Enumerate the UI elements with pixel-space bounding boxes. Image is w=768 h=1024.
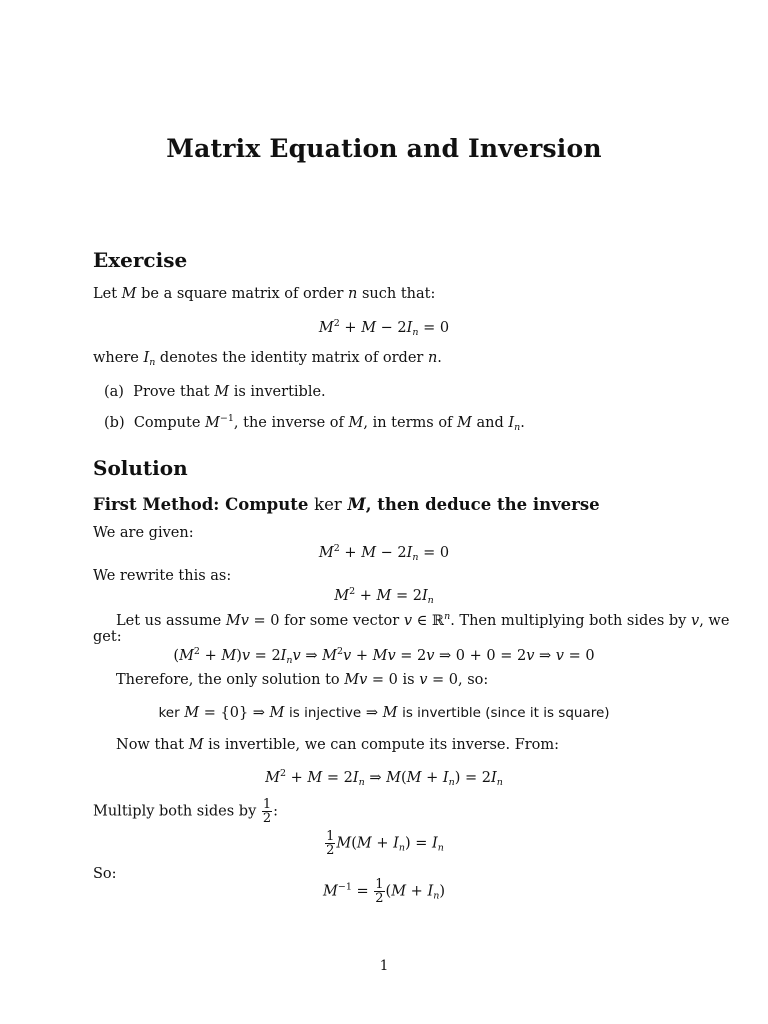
exercise-equation: $M^2 + M - 2I_n = 0$ [318,318,450,338]
assume-text-line2: get: [93,629,122,645]
exercise-item-b: (b) Compute $M^{-1}$, the inverse of M, in terms of M and $I_n$. [104,413,525,433]
rewrite-label: We rewrite this as: [93,568,232,584]
inverse-equation: $M^{-1}$ = $\frac{1}{2}$ $(M + I_n)$ [323,877,445,906]
rewrite-equation: $M^2 + M = 2I_n$ [334,586,434,606]
page-number: 1 [379,958,389,974]
fraction-one-half: $\frac{1}{2}$ [262,797,272,826]
given-label: We are given: [93,525,194,541]
half-equation: $\frac{1}{2}$ $M(M + I_n) = I_n$ [326,829,444,858]
chain-equation: $(M^2 + M)v = 2I_nv$ ⇒ $M^2v + Mv = 2v$ ⇒ 0 + 0 = 2v ⇒ v = 0 [173,646,595,666]
solution-heading: Solution [93,456,188,480]
factor-equation: $M^2 + M = 2I_n$ ⇒ $M(M + I_n) = 2I_n$ [265,768,503,788]
exercise-intro: Let M be a square matrix of order n such that: [93,286,436,302]
exercise-heading: Exercise [93,248,188,272]
so-text: So: [93,866,117,882]
kernel-statement: ker M = {0} ⇒ M is injective ⇒ M is invertible (since it is square) [158,705,610,721]
therefore-text: Therefore, the only solution to Mv = 0 is v = 0, so: [116,672,489,688]
now-text: Now that M is invertible, we can compute its inverse. From: [116,737,560,753]
exercise-item-a: (a) Prove that M is invertible. [104,384,326,400]
multiply-text: Multiply both sides by $\frac{1}{2}$ : [93,797,279,826]
method-heading: First Method: Compute ker M, then deduce the inverse [93,495,600,514]
exercise-where: where $I_n$ denotes the identity matrix of order n. [93,350,442,368]
page-title: Matrix Equation and Inversion [166,134,602,163]
assume-text-line1: Let us assume Mv = 0 for some vector v ∈ ℝ$^n$. Then multiplying both sides by v, we [116,611,730,629]
given-equation: $M^2 + M - 2I_n = 0$ [318,543,450,563]
